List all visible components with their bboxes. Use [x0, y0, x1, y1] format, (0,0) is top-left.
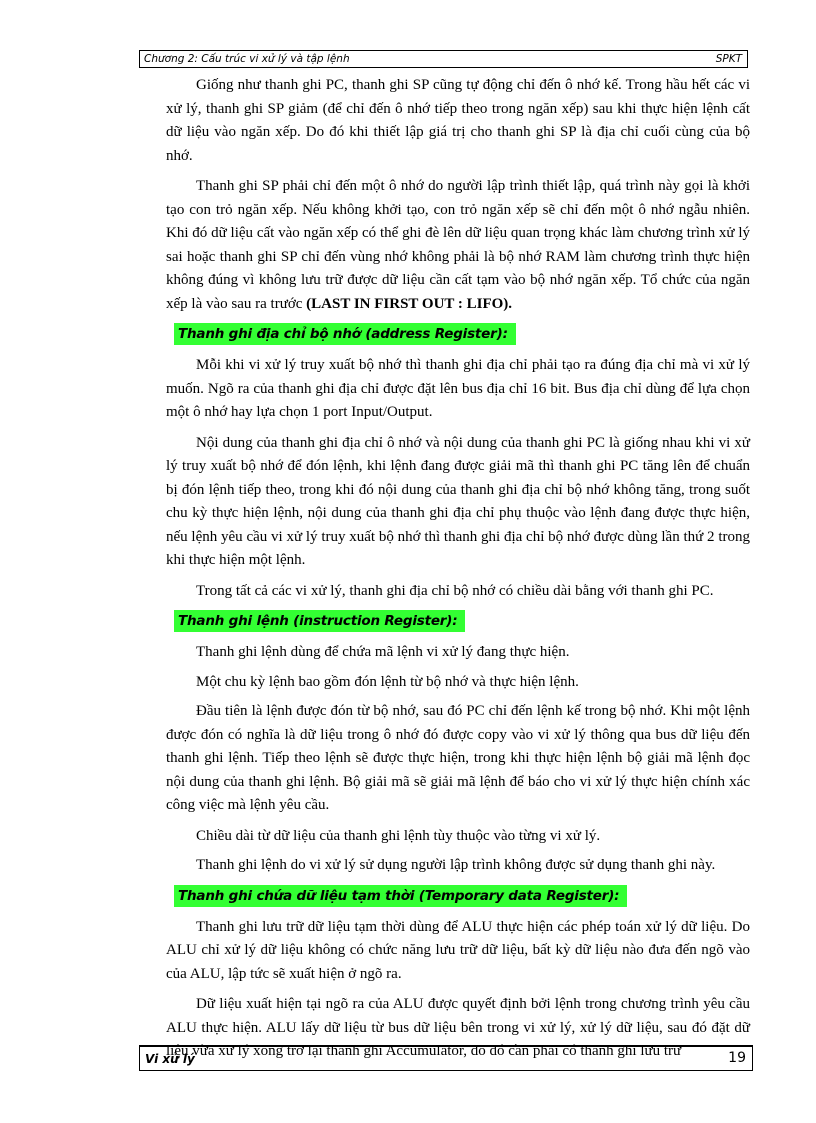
lifo-bold-text: (LAST IN FIRST OUT : LIFO). [306, 295, 513, 312]
page-number: 19 [728, 1050, 746, 1066]
section-heading-wrap [166, 610, 750, 641]
paragraph-text: Thanh ghi SP phải chỉ đến một ô nhớ do người lập trình thiết lập, quá trình này gọi là khởi tạo con trỏ ngăn xếp. Nếu không khởi tạo, con trỏ ngăn xếp sẽ chỉ đến một ô nhớ ngẫu nhiên. Khi đó dữ liệu cất vào ngăn xếp có thể ghi đè lên dữ liệu quan trọng khác làm chương trình xử lý sai hoặc thanh ghi SP chỉ đến vùng nhớ không phải là bộ nhớ RAM làm chương trình thực hiện không đúng vì không lưu trữ được dữ liệu cần cất tạm vào bộ nhớ ngăn xếp. Tổ chức của ngăn xếp là vào sau ra trước [166, 178, 750, 312]
paragraph: Giống như thanh ghi PC, thanh ghi SP cũng tự động chỉ đến ô nhớ kế. Trong hầu hết các vi xử lý, thanh ghi SP giảm (để chỉ đến ô nhớ tiếp theo trong ngăn xếp) sau khi thực hiện lệnh cất dữ liệu vào ngăn xếp. Do đó khi thiết lập giá trị cho thanh ghi SP là địa chỉ cuối cùng của bộ nhớ. [166, 77, 750, 164]
paragraph: Đầu tiên là lệnh được đón từ bộ nhớ, sau đó PC chỉ đến lệnh kế trong bộ nhớ. Khi một lệnh được đón có nghĩa là dữ liệu trong ô nhớ đó được copy vào vi xử lý thông qua bus dữ liệu đến thanh ghi lệnh. Tiếp theo lệnh sẽ được thực hiện, trong khi thực hiện lệnh bộ giải mã lệnh đọc nội dung của thanh ghi lệnh. Bộ giải mã sẽ giải mã lệnh để báo cho vi xử lý thực hiện chính xác công việc mà lệnh yêu cầu. [166, 703, 750, 813]
section-heading-instruction-register: Thanh ghi lệnh (instruction Register): [174, 610, 465, 632]
chapter-title: Chương 2: Cấu trúc vi xử lý và tập lệnh [144, 53, 350, 65]
paragraph: Thanh ghi lệnh do vi xử lý sử dụng người lập trình không được sử dụng thanh ghi này. [196, 857, 716, 873]
paragraph: Thanh ghi lệnh dùng để chứa mã lệnh vi xử lý đang thực hiện. [196, 644, 570, 660]
section-heading-temporary-register: Thanh ghi chứa dữ liệu tạm thời (Temporary data Register): [174, 885, 627, 907]
page-footer [139, 1045, 753, 1071]
paragraph: Nội dung của thanh ghi địa chỉ ô nhớ và nội dung của thanh ghi PC là giống nhau khi vi xử lý truy xuất bộ nhớ để đón lệnh, khi lệnh đang được giải mã thì thanh ghi PC tăng lên để chuẩn bị đón lệnh tiếp theo, trong khi đó nội dung của thanh ghi địa chỉ bộ nhớ không tăng, trong suốt chu kỳ thực hiện lệnh, nội dung của thanh ghi địa chỉ phụ thuộc vào lệnh đang được thực hiện, nếu lệnh yêu cầu vi xử lý truy xuất bộ nhớ thì thanh ghi địa chỉ bộ nhớ được dùng lần thứ 2 trong khi thực hiện một lệnh. [166, 434, 750, 568]
page-header [139, 50, 748, 68]
book-title: Vi xử lý [145, 1052, 195, 1066]
section-heading-address-register: Thanh ghi địa chỉ bộ nhớ (address Register): [174, 323, 516, 345]
header-tag: SPKT [715, 53, 742, 65]
paragraph: Thanh ghi lưu trữ dữ liệu tạm thời dùng để ALU thực hiện các phép toán xử lý dữ liệu. Do ALU chỉ xử lý dữ liệu không có chức năng lưu trữ dữ liệu, bất kỳ dữ liệu nào đưa đến ngõ vào của ALU, lập tức sẽ xuất hiện ở ngõ ra. [166, 918, 750, 982]
paragraph: Một chu kỳ lệnh bao gồm đón lệnh từ bộ nhớ và thực hiện lệnh. [196, 673, 579, 690]
page-body [166, 74, 750, 1071]
section-heading-wrap [166, 323, 750, 354]
paragraph: Dữ liệu xuất hiện tại ngõ ra của ALU được quyết định bởi lệnh trong chương trình yêu cầu ALU thực hiện. ALU lấy dữ liệu từ bus dữ liệu bên trong vi xử lý, xử lý dữ liệu, sau đó đặt dữ liệu vừa xử lý xong trở lại thanh ghi Accumulator, do đó cần phải có thanh ghi lưu trữ [166, 996, 750, 1059]
paragraph: Trong tất cả các vi xử lý, thanh ghi địa chỉ bộ nhớ có chiều dài bằng với thanh ghi PC. [196, 582, 714, 599]
paragraph: Mỗi khi vi xử lý truy xuất bộ nhớ thì thanh ghi địa chỉ phải tạo ra đúng địa chỉ mà vi xử lý muốn. Ngõ ra của thanh ghi địa chỉ được đặt lên bus địa chỉ 16 bit. Bus địa chỉ dùng để lựa chọn một ô nhớ hay lựa chọn 1 port Input/Output. [166, 357, 750, 420]
paragraph: Chiều dài từ dữ liệu của thanh ghi lệnh tùy thuộc vào từng vi xử lý. [196, 827, 601, 844]
paragraph [166, 175, 750, 316]
section-heading-wrap [166, 885, 750, 916]
